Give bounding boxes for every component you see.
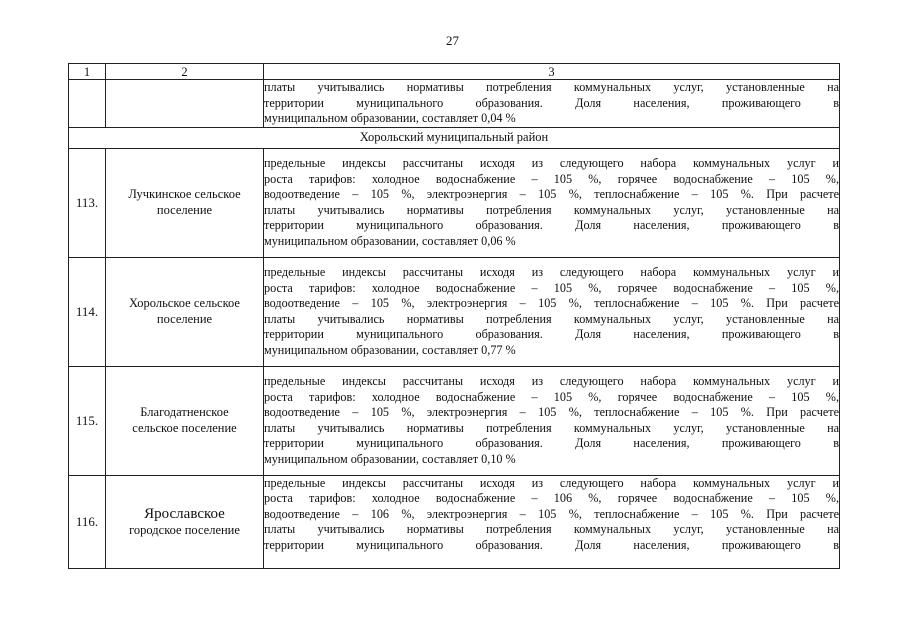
text-line: муниципальном образовании, составляет 0,10 % xyxy=(264,451,516,466)
text-line: водоотведение – 105 %, электроэнергия – 105 %, теплоснабжение – 105 %. При расчете xyxy=(264,296,839,310)
table-row xyxy=(69,148,840,257)
text-line: водоотведение – 105 %, электроэнергия – 105 %, теплоснабжение – 105 %. При расчете xyxy=(264,405,839,419)
row-description xyxy=(264,366,840,475)
name-line: Хорольское сельское xyxy=(129,296,240,310)
settlement-name xyxy=(106,148,264,257)
text-line: платы учитывались нормативы потребления коммунальных услуг, установленные на xyxy=(264,522,839,536)
text-line: платы учитывались нормативы потребления коммунальных услуг, установленные на xyxy=(264,80,839,94)
name-line: поселение xyxy=(156,202,213,217)
text-line: территории муниципального образования. Доля населения, проживающего в xyxy=(264,218,839,232)
table-header-row xyxy=(69,64,840,80)
row-number: 114. xyxy=(69,257,106,366)
name-line: городское поселение xyxy=(129,522,240,537)
row-number: 115. xyxy=(69,366,106,475)
district-title: Хорольский муниципальный район xyxy=(69,127,840,148)
text-line: муниципальном образовании, составляет 0,77 % xyxy=(264,342,516,357)
text-line: водоотведение – 106 %, электроэнергия – 105 %, теплоснабжение – 105 %. При расчете xyxy=(264,506,839,521)
text-line: платы учитывались нормативы потребления коммунальных услуг, установленные на xyxy=(264,202,839,217)
data-table xyxy=(68,63,840,569)
text-line: роста тарифов: холодное водоснабжение – 105 %, горячее водоснабжение – 105 %, xyxy=(264,280,839,295)
text-line: предельные индексы рассчитаны исходя из следующего набора коммунальных услуг и xyxy=(264,265,839,279)
continuation-name-cell xyxy=(106,80,264,128)
row-number: 116. xyxy=(69,475,106,568)
text-line: водоотведение – 105 %, электроэнергия – 105 %, теплоснабжение – 105 %. При расчете xyxy=(264,187,839,201)
column-header-2: 2 xyxy=(106,64,264,80)
row-description xyxy=(264,257,840,366)
table-row xyxy=(69,475,840,568)
text-line: территории муниципального образования. Доля населения, проживающего в xyxy=(264,537,839,552)
settlement-name xyxy=(106,257,264,366)
text-line: муниципальном образовании, составляет 0,04 % xyxy=(264,111,516,125)
continuation-num-cell xyxy=(69,80,106,128)
text-line: территории муниципального образования. Доля населения, проживающего в xyxy=(264,327,839,341)
text-line: платы учитывались нормативы потребления коммунальных услуг, установленные на xyxy=(264,420,839,435)
name-line: поселение xyxy=(156,311,213,326)
text-line: роста тарифов: холодное водоснабжение – 105 %, горячее водоснабжение – 105 %, xyxy=(264,389,839,404)
row-number: 113. xyxy=(69,148,106,257)
name-line: Ярославское xyxy=(144,505,225,522)
text-line: предельные индексы рассчитаны исходя из следующего набора коммунальных услуг и xyxy=(264,156,839,170)
text-line: платы учитывались нормативы потребления коммунальных услуг, установленные на xyxy=(264,311,839,326)
page-number: 27 xyxy=(446,33,459,48)
column-header-3: 3 xyxy=(264,64,840,80)
district-row xyxy=(69,127,840,148)
row-description xyxy=(264,475,840,568)
name-line: Лучкинское сельское xyxy=(128,187,241,201)
column-header-1: 1 xyxy=(69,64,106,80)
settlement-name xyxy=(106,366,264,475)
text-line: предельные индексы рассчитаны исходя из следующего набора коммунальных услуг и xyxy=(264,475,839,490)
continuation-text-cell xyxy=(264,80,840,128)
table-row xyxy=(69,257,840,366)
text-line: территории муниципального образования. Доля населения, проживающего в xyxy=(264,95,839,110)
text-line: роста тарифов: холодное водоснабжение – 105 %, горячее водоснабжение – 105 %, xyxy=(264,171,839,186)
row-description xyxy=(264,148,840,257)
name-line: Благодатненское xyxy=(140,405,229,419)
table-row xyxy=(69,366,840,475)
text-line: территории муниципального образования. Доля населения, проживающего в xyxy=(264,436,839,450)
settlement-name xyxy=(106,475,264,568)
text-line: предельные индексы рассчитаны исходя из следующего набора коммунальных услуг и xyxy=(264,374,839,388)
text-line: муниципальном образовании, составляет 0,06 % xyxy=(264,233,516,248)
continuation-row xyxy=(69,80,840,128)
name-line: сельское поселение xyxy=(132,420,237,435)
text-line: роста тарифов: холодное водоснабжение – 106 %, горячее водоснабжение – 105 %, xyxy=(264,491,839,505)
